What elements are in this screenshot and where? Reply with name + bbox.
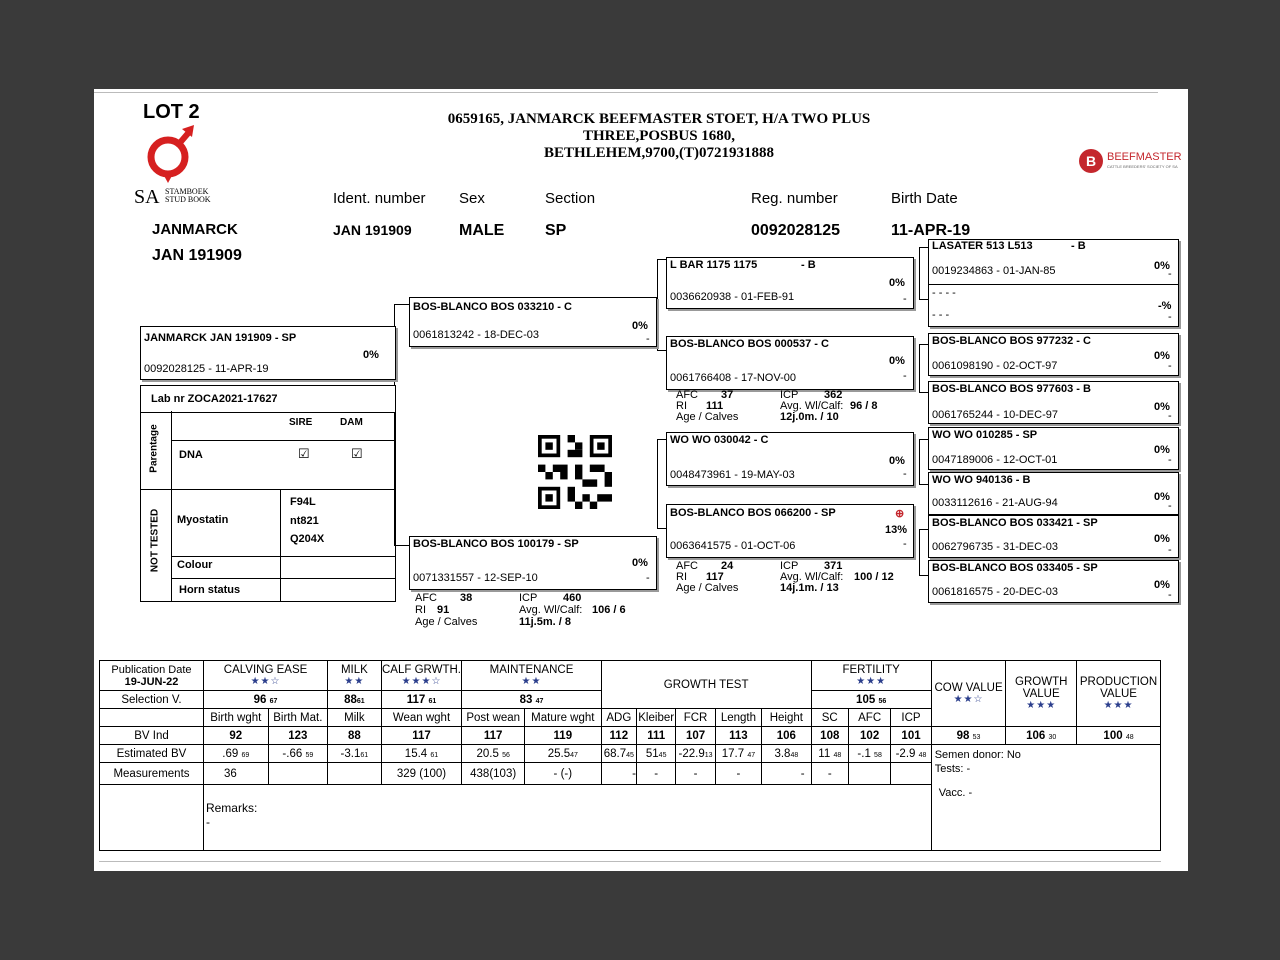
logo-studbook-text: STUD BOOK <box>165 195 211 204</box>
myostatin-q204x: Q204X <box>290 533 325 545</box>
table-row: Estimated BV .69 69 -.66 59 -3.161 15.4 61 20.5 56 25.547 68.745 5145 -22.913 17.7 47 3.848 11 48 -.1 58 -2.9 48 Semen donor: No Tests: - Vacc. - <box>100 745 1161 763</box>
great-grandparent-card[interactable]: WO WO 010285 - SP 0% 0047189006 - 12-OCT-01 - <box>928 427 1179 470</box>
great-grandparent-card[interactable]: BOS-BLANCO BOS 977603 - B 0% 0061765244 - 10-DEC-97 - <box>928 381 1179 424</box>
sire-dna-checkbox-icon: ☑ <box>298 446 310 461</box>
donor-info <box>931 745 1160 851</box>
grandparent-stats: AFC 37 ICP 362 RI 111 Avg. Wl/Calf: 96 / 8 Age / Calves 12j.0m. / 10 <box>676 389 878 423</box>
selection-fertility: 105 56 <box>811 691 931 709</box>
calving-ease-header: CALVING EASE ★★☆ <box>203 661 327 691</box>
colour-label: Colour <box>177 559 213 571</box>
owner-line-1: 0659165, JANMARCK BEEFMASTER STOET, H/A TWO PLUS THREE,POSBUS 1680, <box>447 111 871 144</box>
sire-card[interactable]: BOS-BLANCO BOS 033210 - C 0% 0061813242 - 18-DEC-03 - <box>409 297 657 347</box>
selection-milk: 8861 <box>328 691 382 709</box>
col-birth-mat: Birth Mat. <box>268 709 328 727</box>
logo-stamboek-text: STAMBOEK <box>165 187 209 196</box>
lot-label: LOT 2 <box>143 101 200 123</box>
sire-col-label: SIRE <box>289 417 313 428</box>
col-afc: AFC <box>848 709 890 727</box>
myostatin-nt821: nt821 <box>290 515 319 527</box>
milk-header: MILK ★★ <box>328 661 382 691</box>
remarks-label: Remarks: <box>205 801 258 815</box>
col-wean-wght: Wean wght <box>381 709 462 727</box>
not-tested-label: NOT TESTED <box>149 508 161 573</box>
dam-dna-checkbox-icon: ☑ <box>351 446 363 461</box>
col-fcr: FCR <box>676 709 715 727</box>
col-sc: SC <box>811 709 848 727</box>
cow-value-header: COW VALUE ★★☆ <box>931 661 1006 727</box>
grandparent-card[interactable]: BOS-BLANCO BOS 066200 - SP ⊕ 13% 0063641575 - 01-OCT-06 - <box>666 504 914 558</box>
dam-reg: 0071331557 - 12-SEP-10 <box>413 572 538 584</box>
qr-code-icon <box>537 435 613 509</box>
subject-card[interactable] <box>140 326 396 380</box>
ident-value: JAN 191909 <box>333 222 412 238</box>
birth-value: 11-APR-19 <box>891 222 971 239</box>
great-grandparent-card[interactable]: WO WO 940136 - B 0% 0033112616 - 21-AUG-94 - <box>928 472 1179 515</box>
reg-value: 0092028125 <box>751 222 840 239</box>
sire-name: BOS-BLANCO BOS 033210 - C <box>413 301 572 313</box>
col-kleiber: Kleiber <box>637 709 676 727</box>
production-value-header: PRODUCTION VALUE ★★★ <box>1077 661 1161 727</box>
beefmaster-emblem-icon <box>1077 147 1105 175</box>
table-row: Measurements 36 329 (100) 438(103) - (-) - - - - - - <box>100 763 1161 785</box>
beefmaster-tagline: CATTLE BREEDERS' SOCIETY OF SA <box>1107 164 1178 169</box>
owner-line-2: BETHLEHEM,9700,(T)0721931888 <box>543 145 775 161</box>
col-height: Height <box>762 709 811 727</box>
myostatin-label: Myostatin <box>177 514 229 526</box>
grandparent-stats: AFC 24 ICP 371 RI 117 Avg. Wl/Calf: 100 / 12 Age / Calves 14j.1m. / 13 <box>676 560 894 594</box>
dam-name: BOS-BLANCO BOS 100179 - SP <box>413 538 579 550</box>
horn-status-label: Horn status <box>179 584 241 596</box>
birth-label: Birth Date <box>891 190 958 207</box>
publication-date-cell: Publication Date 19-JUN-22 <box>100 661 204 691</box>
great-grandparent-card[interactable]: BOS-BLANCO BOS 033405 - SP 0% 0061816575 - 20-DEC-03 - <box>928 560 1179 603</box>
dna-label: DNA <box>179 449 203 461</box>
subject-pct: 0% <box>363 349 379 361</box>
dam-card[interactable]: BOS-BLANCO BOS 100179 - SP 0% 0071331557 - 12-SEP-10 - <box>409 536 657 590</box>
sex-label: Sex <box>459 190 485 207</box>
vaccinations: Vacc. - <box>938 787 973 799</box>
col-milk: Milk <box>328 709 382 727</box>
grandparent-card[interactable]: WO WO 030042 - C 0% 0048473961 - 19-MAY-03 - <box>666 432 914 486</box>
col-adg: ADG <box>601 709 636 727</box>
selection-maintenance: 83 47 <box>462 691 601 709</box>
myostatin-f94l: F94L <box>290 496 316 508</box>
selection-calf: 117 61 <box>381 691 462 709</box>
great-grandparent-card[interactable]: LASATER 513 L513 - B 0% 0019234863 - 01-JAN-85 - <box>928 239 1179 285</box>
tests: Tests: - <box>934 763 971 775</box>
grandparent-card[interactable]: L BAR 1175 1175 - B 0% 0036620938 - 01-FEB-91 - <box>666 257 914 309</box>
breeding-values-table <box>99 660 1161 851</box>
great-grandparent-card[interactable]: - - - - -% - - - - <box>928 284 1179 327</box>
remarks-cell <box>203 785 931 851</box>
growth-test-header: GROWTH TEST <box>601 661 811 709</box>
lab-grid <box>140 411 396 602</box>
col-icp: ICP <box>891 709 931 727</box>
lab-number: Lab nr ZOCA2021-17627 <box>151 393 278 405</box>
subject-name: JANMARCK JAN 191909 - SP <box>144 332 297 344</box>
dam-pct: 0% <box>632 557 648 569</box>
sire-pct: 0% <box>632 320 648 332</box>
studbook-emblem-icon <box>134 125 224 185</box>
sex-value: MALE <box>459 222 505 239</box>
remarks-value: - <box>205 815 210 829</box>
col-mature-wght: Mature wght <box>524 709 601 727</box>
reg-label: Reg. number <box>751 190 838 207</box>
selection-label: Selection V. <box>100 691 204 709</box>
grandparent-card[interactable]: BOS-BLANCO BOS 000537 - C 0% 0061766408 - 17-NOV-00 - <box>666 336 914 390</box>
great-grandparent-card[interactable]: BOS-BLANCO BOS 977232 - C 0% 0061098190 - 02-OCT-97 - <box>928 333 1179 376</box>
col-post-wean: Post wean <box>462 709 525 727</box>
owner-details <box>394 111 924 162</box>
lab-number-box <box>140 385 396 413</box>
beefmaster-mark-icon: ⊕ <box>895 508 905 520</box>
great-grandparent-card[interactable]: BOS-BLANCO BOS 033421 - SP 0% 0062796735 - 31-DEC-03 - <box>928 515 1179 558</box>
beefmaster-logo <box>1077 147 1187 177</box>
selection-calving: 96 67 <box>203 691 327 709</box>
subject-reg: 0092028125 - 11-APR-19 <box>144 363 269 375</box>
parentage-label: Parentage <box>148 424 160 473</box>
sire-reg: 0061813242 - 18-DEC-03 <box>413 329 539 341</box>
semen-donor: Semen donor: No <box>934 749 1021 761</box>
animal-name: JANMARCK <box>152 221 238 238</box>
fertility-header: FERTILITY ★★★ <box>811 661 931 691</box>
logo-sa-text: SA <box>134 186 160 208</box>
pedigree-certificate: LOT 2 SA STAMBOEK STUD BOOK 0659165, JANMARCK BEEFMASTER STOET, H/A TWO PLUS THREE,POSBUS 1680, BETHLEHEM,9700,(T)0721931888 B BEEFMASTER CATTLE BREEDERS' SOCIETY OF SA Ident. number Sex Section Reg. number Birth Date JANMARCK JAN 191909 JAN 191909 MALE SP 0092028125 11-APR-19 JANMARCK JAN 191909 - SP 0% 0092028125 - 11-APR-19 Lab nr ZOCA2021-17627 SIRE DAM Parentage DNA ☑ ☑ NOT TESTED Myostatin F94L nt821 Q204X Colour Horn status BOS-BLANCO BOS 033210 - C 0% 0061813242 - 18-DEC-03 - BOS-BLANCO BOS 100179 - SP 0% 0071331557 - 12-SEP-10 - AFC 38 ICP 460 RI 91 Avg. Wl/Calf: 106 / 6 Age / Calves 11j.5m. / 8 L BAR 1175 1175 - B 0% 0036620938 - 01-FEB-91 - BOS-BLANCO BOS 000537 - C 0% 0061766408 - 17-NOV-00 - AFC 37 ICP 362 RI 111 Avg. Wl/Calf: 96 / 8 Age / Calves 12j.0m. / 10 WO WO 030042 - C 0% 0048473961 - 19-MAY-03 - BOS-BLANCO BOS 066200 - SP ⊕ 13% 0063641575 - 01-OCT-06 - AFC 24 ICP 371 RI 117 Avg. Wl/Calf: 100 / 12 Age / Calves 14j.1m. / 13 LASATER 513 L513 - B 0% 0019234863 - 01-JAN-85 - - - - - -% - - - - BOS-BLANCO BOS 977232 - C 0% 0061098190 - 02-OCT-97 - BOS-BLANCO BOS 977603 - B 0% 0061765244 - 10-DEC-97 - WO WO 010285 - SP 0% 0047189006 - 12-OCT-01 - WO WO 940136 - B 0% 0033112616 - 21-AUG-94 - BOS-BLANCO BOS 033421 - SP 0% 0062796735 - 31-DEC-03 - BOS-BLANCO BOS 033405 - SP 0% 0061816575 - 20-DEC-03 - Publication Date 19-JUN-22 CALVING EASE ★★☆ MILK ★★ CALF GRWTH. ★★★☆ MAINTENANCE ★★ GROWTH TEST FERTILITY ★★★ COW VALUE ★★☆ GROWTH VALUE ★★★ PRODUCTION VALUE ★★★ Selection V. 96 67 8861 117 61 83 47 105 56 Birth wght Birth Mat. Milk Wean wght Post wean Mature wght ADG Kleiber FCR Length Height SC AFC ICP BV Ind 92 123 88 117 117 119 112 111 107 113 106 108 102 101 98 53 106 30 100 48 Estimated BV .69 69 -.66 59 -3.161 15.4 61 20.5 56 25.547 68.745 5145 -22.913 17.7 47 3.848 11 48 -.1 58 -2.9 48 Semen donor: No Tests: - Vacc. - Measurements 36 329 (100) 438(103) - (-) - - - - - - Remarks: - <box>94 89 1188 871</box>
col-length: Length <box>715 709 761 727</box>
calf-growth-header: CALF GRWTH. ★★★☆ <box>381 661 462 691</box>
section-label: Section <box>545 190 596 207</box>
animal-id: JAN 191909 <box>152 247 242 264</box>
col-birth-wght: Birth wght <box>203 709 268 727</box>
table-row: BV Ind 92 123 88 117 117 119 112 111 107 113 106 108 102 101 98 53 106 30 100 48 <box>100 727 1161 745</box>
growth-value-header: GROWTH VALUE ★★★ <box>1006 661 1077 727</box>
svg-text:B: B <box>1085 153 1097 169</box>
sa-studbook-logo <box>134 125 224 211</box>
maintenance-header: MAINTENANCE ★★ <box>462 661 601 691</box>
beefmaster-name: BEEFMASTER <box>1107 151 1182 163</box>
ident-label: Ident. number <box>333 190 426 207</box>
section-value: SP <box>545 222 567 239</box>
dam-col-label: DAM <box>340 417 363 428</box>
